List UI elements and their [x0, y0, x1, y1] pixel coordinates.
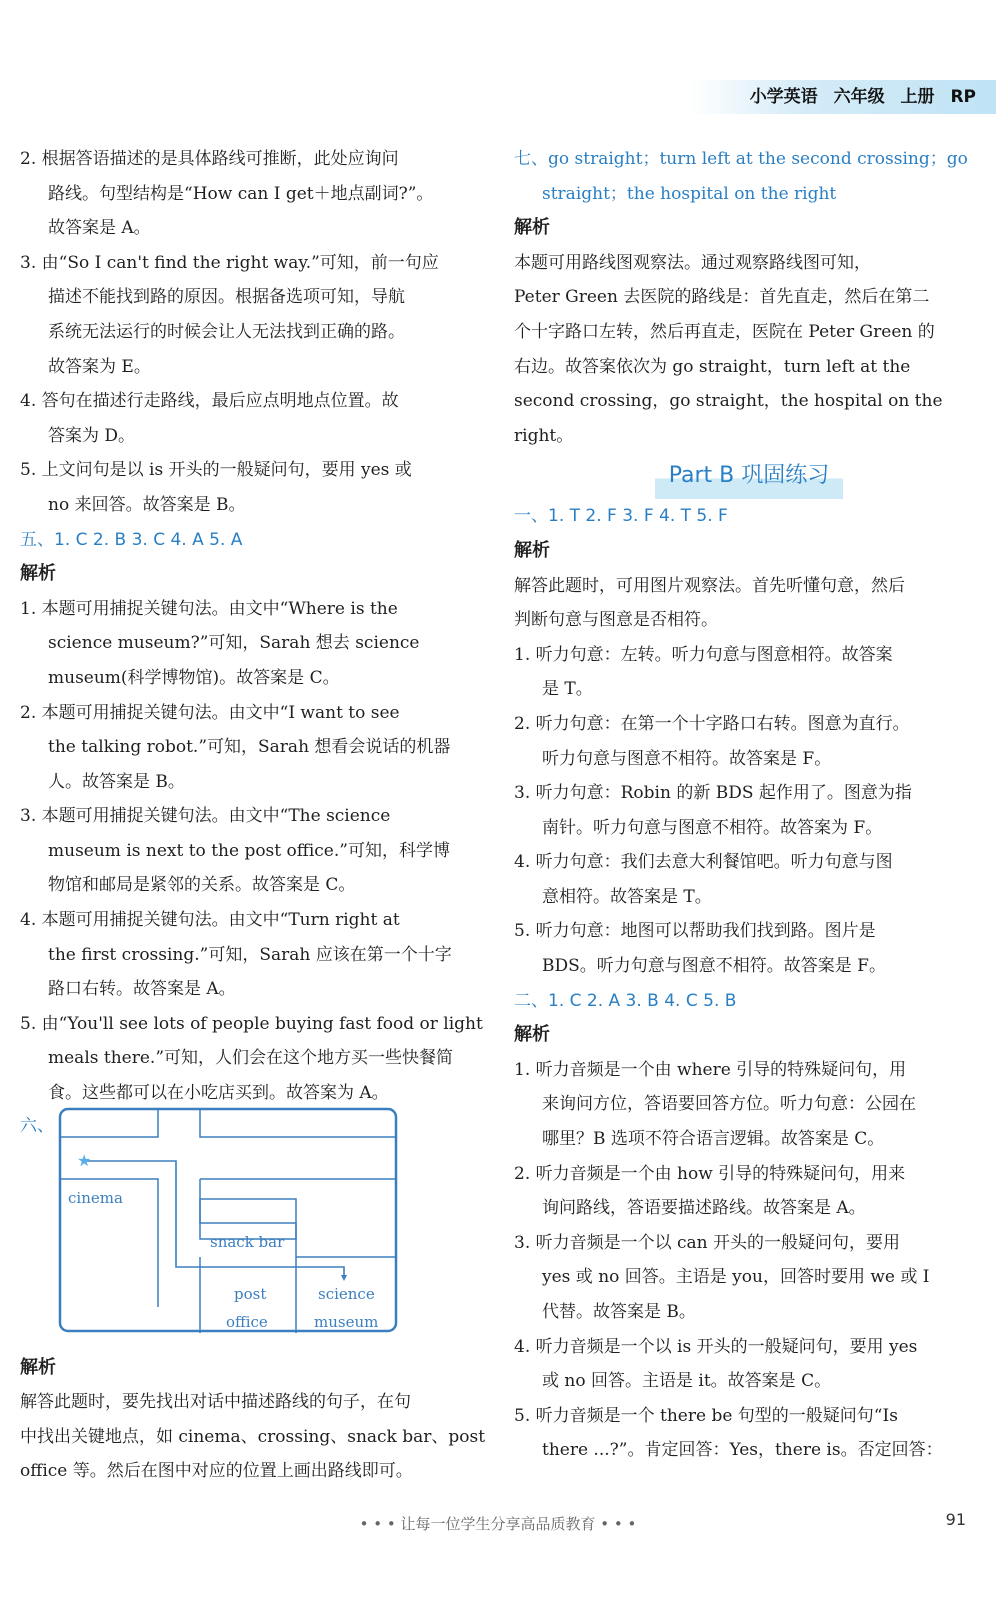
text-line: 七、go straight；turn left at the second crossing；go	[514, 149, 968, 169]
text-line: 本题可用路线图观察法。通过观察路线图可知，	[514, 252, 871, 273]
text-line: 询问路线，答语要描述路线。故答案是 A。	[542, 1198, 866, 1219]
map-label-post: post	[234, 1284, 267, 1303]
text-line: the talking robot.”可知，Sarah 想看会说话的机器	[48, 737, 451, 758]
text-line: 解答此题时，要先找出对话中描述路线的句子，在句	[20, 1392, 411, 1413]
text-line: yes 或 no 回答。主语是 you，回答时要用 we 或 I	[542, 1267, 930, 1288]
text-line: 解答此题时，可用图片观察法。首先听懂句意，然后	[514, 575, 905, 596]
text-line: 右边。故答案依次为 go straight，turn left at the	[514, 356, 911, 377]
text-line: 个十字路口左转，然后再直走，医院在 Peter Green 的	[514, 321, 935, 342]
map-label-cinema: cinema	[68, 1188, 123, 1207]
page-number: 91	[945, 1510, 966, 1529]
text-line: 4. 听力音频是一个以 is 开头的一般疑问句，要用 yes	[514, 1336, 918, 1357]
answer-key-line: 二、1. C 2. A 3. B 4. C 5. B	[514, 990, 737, 1011]
text-line: right。	[514, 425, 574, 446]
text-line: 5. 由“You'll see lots of people buying fast food or light	[20, 1013, 483, 1034]
text-line: 故答案为 E。	[48, 356, 151, 377]
text-line: 系统无法运行的时候会让人无法找到正确的路。	[48, 321, 405, 342]
text-line: Peter Green 去医院的路线是：首先直走，然后在第二	[514, 287, 930, 308]
left-text-block	[20, 142, 482, 1111]
footer-slogan: • • • 让每一位学生分享高品质教育 • • •	[359, 1515, 637, 1533]
text-line: 物馆和邮局是紧邻的关系。故答案是 C。	[48, 875, 356, 896]
text-line: 代替。故答案是 B。	[542, 1302, 696, 1322]
text-line: 意相符。故答案是 T。	[542, 886, 712, 907]
text-line: 判断句意与图意是否相符。	[514, 610, 718, 631]
text-line: 食。这些都可以在小吃店买到。故答案为 A。	[48, 1083, 389, 1104]
right-column	[514, 142, 984, 1468]
text-line: 是 T。	[542, 679, 593, 700]
part-b-heading	[514, 453, 984, 499]
question-six	[20, 1111, 482, 1351]
answer-key-line: 五、1. C 2. B 3. C 4. A 5. A	[20, 529, 243, 550]
text-line: straight；the hospital on the right	[542, 183, 837, 204]
text-line: 3. 听力音频是一个以 can 开头的一般疑问句，要用	[514, 1232, 901, 1253]
text-line: 2. 本题可用捕捉关键句法。由文中“I want to see	[20, 702, 400, 723]
analysis-heading: 解析	[514, 217, 550, 239]
analysis-heading: 解析	[514, 1024, 550, 1046]
left-analysis-block	[20, 1351, 486, 1489]
text-line: 1. 听力句意：左转。听力句意与图意相符。故答案	[514, 644, 893, 665]
answer-key-line: 一、1. T 2. F 3. F 4. T 5. F	[514, 506, 728, 527]
text-line: 4. 答句在描述行走路线，最后应点明地点位置。故	[20, 391, 399, 412]
text-line: 路线。句型结构是“How can I get＋地点副词?”。	[48, 183, 434, 204]
text-line: BDS。听力句意与图意不相符。故答案是 F。	[542, 956, 886, 977]
text-line: 5. 听力音频是一个 there be 句型的一般疑问句“Is	[514, 1405, 898, 1426]
text-line: 1. 听力音频是一个由 where 引导的特殊疑问句，用	[514, 1059, 907, 1080]
text-line: museum is next to the post office.”可知，科学博	[48, 840, 450, 861]
part-b-block	[514, 499, 984, 1468]
text-line: 3. 本题可用捕捉关键句法。由文中“The science	[20, 806, 391, 827]
question-seven-block	[514, 142, 984, 453]
text-line: 4. 听力句意：我们去意大利餐馆吧。听力句意与图	[514, 852, 893, 873]
text-line: 4. 本题可用捕捉关键句法。由文中“Turn right at	[20, 910, 400, 931]
text-line: 听力句意与图意不相符。故答案是 F。	[542, 748, 832, 769]
question-six-label: 六、	[20, 1115, 54, 1136]
text-line: there ...?”。肯定回答：Yes，there is。否定回答：	[542, 1440, 943, 1461]
text-line: 2. 听力句意：在第一个十字路口右转。图意为直行。	[514, 713, 910, 734]
text-line: no 来回答。故答案是 B。	[48, 494, 246, 515]
text-line: 人。故答案是 B。	[48, 771, 185, 792]
text-line: 哪里？B 选项不符合语言逻辑。故答案是 C。	[542, 1129, 885, 1150]
analysis-heading: 解析	[20, 1356, 56, 1378]
analysis-heading: 解析	[514, 539, 550, 561]
text-line: office 等。然后在图中对应的位置上画出路线即可。	[20, 1461, 413, 1482]
text-line: 中找出关键地点，如 cinema、crossing、snack bar、post	[20, 1426, 486, 1447]
map-label-science: science	[318, 1284, 375, 1303]
text-line: 3. 听力句意：Robin 的新 BDS 起作用了。图意为指	[514, 783, 912, 804]
text-line: science museum?”可知，Sarah 想去 science	[48, 633, 420, 654]
text-line: meals there.”可知，人们会在这个地方买一些快餐简	[48, 1048, 454, 1069]
map-label-museum: museum	[314, 1312, 379, 1331]
text-line: second crossing，go straight，the hospital on the	[514, 391, 943, 412]
route-map	[58, 1107, 400, 1341]
map-label-snack-bar: snack bar	[210, 1232, 285, 1251]
text-line: 或 no 回答。主语是 it。故答案是 C。	[542, 1371, 832, 1392]
left-column	[20, 142, 486, 1489]
text-line: 南针。听力句意与图意不相符。故答案为 F。	[542, 817, 883, 838]
text-line: 1. 本题可用捕捉关键句法。由文中“Where is the	[20, 598, 398, 619]
text-line: 答案为 D。	[48, 425, 136, 446]
text-line: 路口右转。故答案是 A。	[48, 979, 236, 1000]
text-line: 3. 由“So I can't find the right way.”可知，前一句应	[20, 252, 439, 273]
map-label-office: office	[226, 1312, 268, 1331]
text-line: 2. 听力音频是一个由 how 引导的特殊疑问句，用来	[514, 1163, 906, 1184]
text-line: museum(科学博物馆)。故答案是 C。	[48, 667, 340, 688]
text-line: 故答案是 A。	[48, 218, 151, 239]
text-line: the first crossing.”可知，Sarah 应该在第一个十字	[48, 944, 452, 965]
analysis-heading: 解析	[20, 563, 56, 585]
text-line: 2. 根据答语描述的是具体路线可推断，此处应询问	[20, 149, 399, 169]
text-line: 描述不能找到路的原因。根据备选项可知，导航	[48, 287, 405, 308]
header-title: 小学英语 六年级 上册 RP	[749, 87, 976, 107]
text-line: 来询问方位，答语要回答方位。听力句意：公园在	[542, 1094, 916, 1115]
text-line: 5. 听力句意：地图可以帮助我们找到路。图片是	[514, 921, 876, 942]
part-b-title: Part B 巩固练习	[655, 453, 844, 499]
star-icon: ★	[77, 1150, 92, 1170]
text-line: 5. 上文问句是以 is 开头的一般疑问句，要用 yes 或	[20, 460, 412, 481]
